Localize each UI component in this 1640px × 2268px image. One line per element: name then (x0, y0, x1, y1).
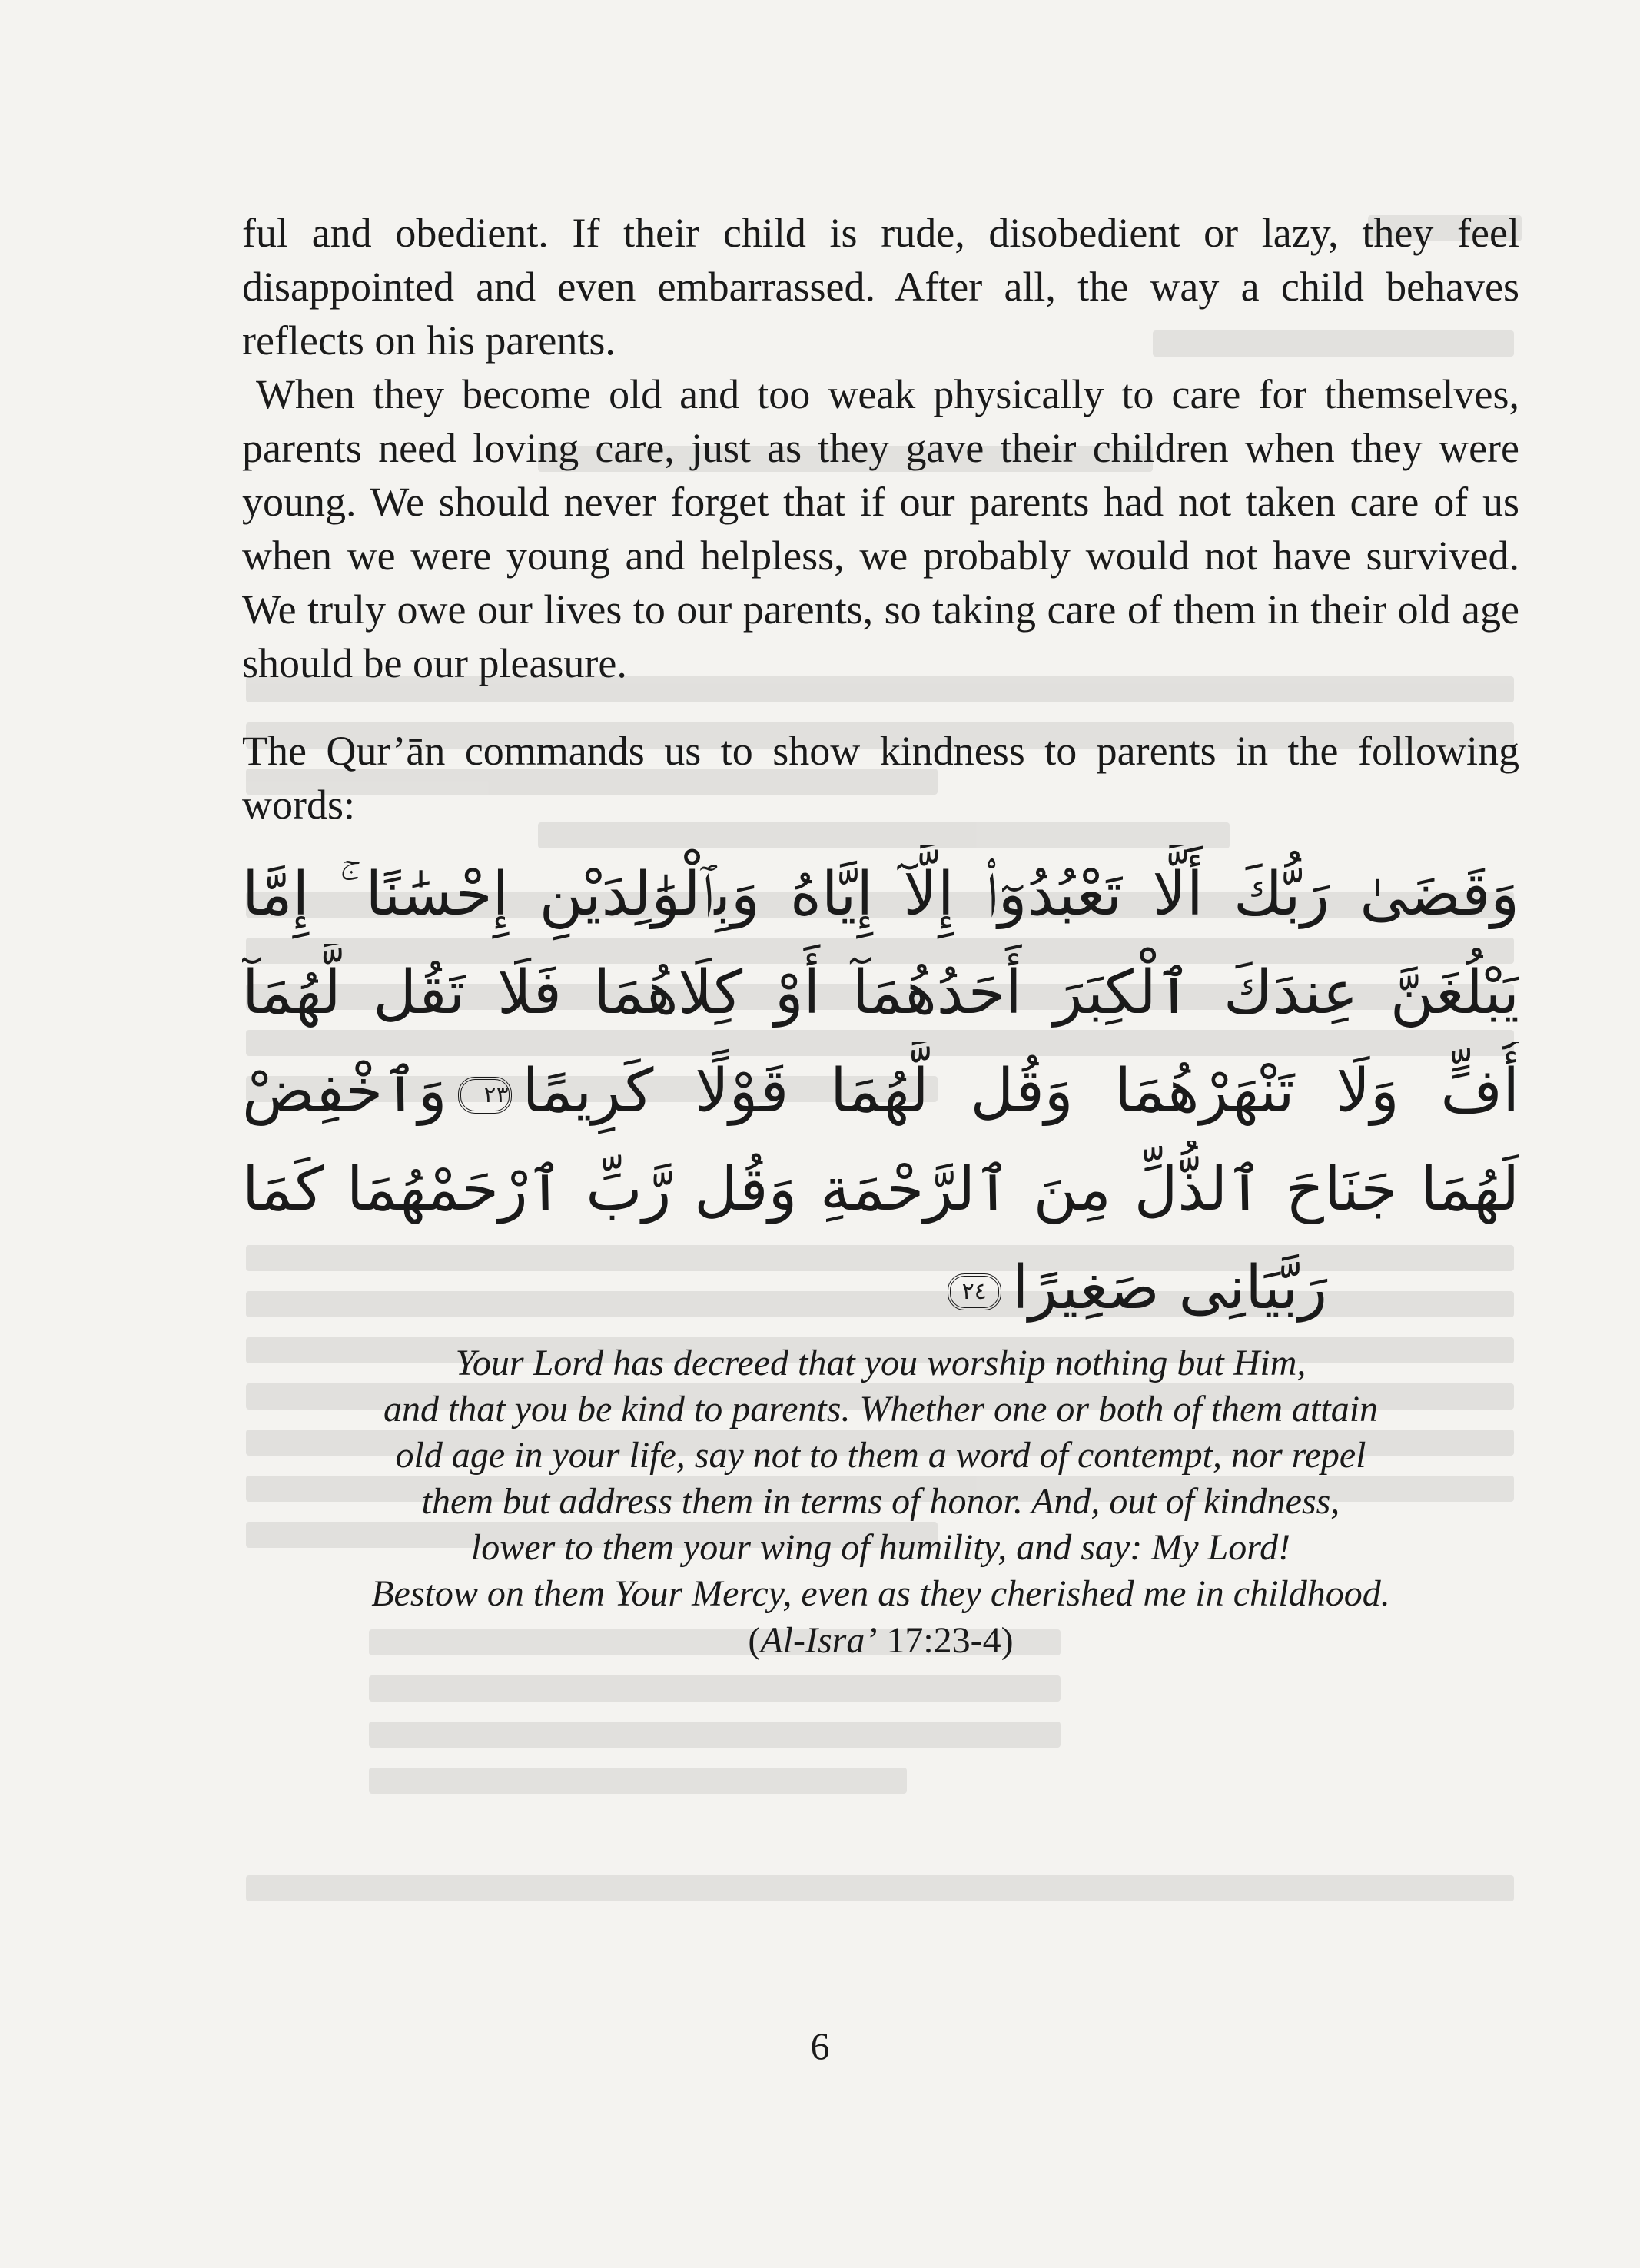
arabic-line-1: وَقَضَىٰ رَبُّكَ أَلَّا تَعْبُدُوٓا۟ إِلَّآ إِيَّاهُ وَبِٱلْوَٰلِدَيْنِ إِحْسَٰنًا ۚ إِمَّا (242, 860, 1519, 929)
translation-line: Bestow on them Your Mercy, even as they cherished me in childhood. (371, 1573, 1390, 1614)
citation-reference: 17:23-4) (877, 1620, 1014, 1661)
citation-source: Al-Isra’ (760, 1620, 878, 1661)
page-content (242, 206, 1519, 1665)
arabic-line-3 (242, 1042, 1519, 1141)
translation-line: lower to them your wing of humility, and say: My Lord! (470, 1527, 1291, 1568)
page-number: 6 (810, 2024, 830, 2067)
verse-end-marker-24: ٢٤ (948, 1273, 1001, 1310)
citation-open-paren: ( (748, 1620, 761, 1661)
verse-end-marker-23: ٢٣ (458, 1077, 512, 1114)
paragraph-continued: ful and obedient. If their child is rude, disobedient or lazy, they feel disappointed and even embarrassed. After all, the way a child behaves reflects on his parents. (242, 210, 1519, 364)
verse-citation (242, 1617, 1519, 1665)
arabic-line-5-text: رَبَّيَانِى صَغِيرًا (1011, 1254, 1327, 1323)
translation-line: Your Lord has decreed that you worship nothing but Him, (455, 1343, 1306, 1383)
translation-line: and that you be kind to parents. Whether one or both of them attain (383, 1389, 1379, 1430)
arabic-line-3-text: أُفٍّ وَلَا تَنْهَرْهُمَا وَقُل لَّهُمَا قَوْلًا كَرِيمًا (522, 1057, 1519, 1126)
arabic-line-5 (242, 1239, 1519, 1337)
arabic-line-2: يَبْلُغَنَّ عِندَكَ ٱلْكِبَرَ أَحَدُهُمَآ أَوْ كِلَاهُمَا فَلَا تَقُل لَّهُمَآ (242, 958, 1519, 1028)
paragraph-parents-old-age: When they become old and too weak physically to care for themselves, parents need loving care, just as they gave their children when they were young. We should never forget that if our parents had not taken care of us when we were young and helpless, we probably would not have survived. We truly owe our lives to our parents, so taking care of them in their old age should be our pleasure. (242, 371, 1519, 686)
verse-translation (242, 1340, 1519, 1617)
paragraph-quran-intro: The Qur’ān commands us to show kindness to parents in the following words: (242, 728, 1519, 828)
arabic-line-4: لَهُمَا جَنَاحَ ٱلذُّلِّ مِنَ ٱلرَّحْمَةِ وَقُل رَّبِّ ٱرْحَمْهُمَا كَمَا (242, 1155, 1519, 1224)
translation-line: old age in your life, say not to them a word of contempt, nor repel (395, 1435, 1366, 1476)
arabic-verse-block (242, 845, 1519, 1337)
translation-line: them but address them in terms of honor. And, out of kindness, (421, 1481, 1340, 1522)
arabic-line-3-tail: وَٱخْفِضْ (242, 1057, 447, 1126)
